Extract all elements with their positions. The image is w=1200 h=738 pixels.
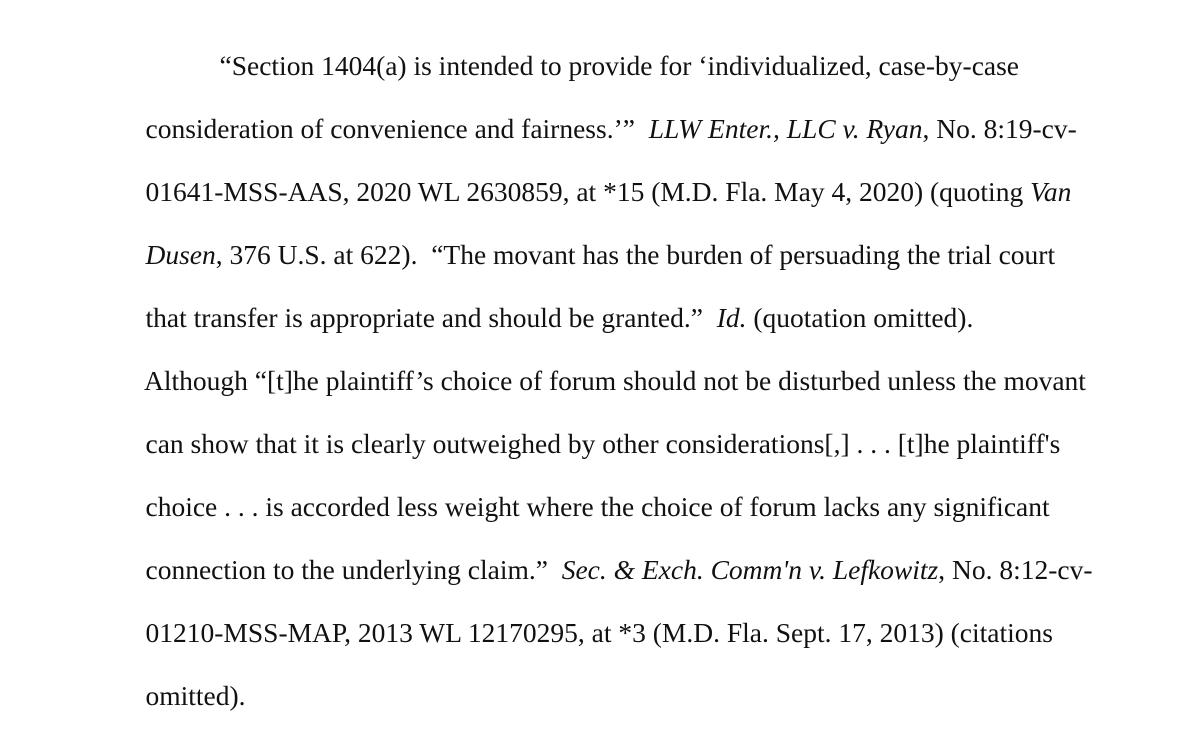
line-text: connection to the underlying claim.” xyxy=(145,553,562,585)
line-text: consideration of convenience and fairness.’” xyxy=(145,112,649,144)
line-text: , No. 8:12-cv- xyxy=(938,553,1093,585)
line-text: omitted). xyxy=(145,679,246,711)
line-text: Although “[t]he plaintiff’s choice of forum should not be disturbed unless the movant xyxy=(143,364,1086,396)
paragraph-line-10 xyxy=(118,591,1053,674)
line-text: choice . . . is accorded less weight where the choice of forum lacks any significant xyxy=(145,490,1050,522)
paragraph-line-11 xyxy=(118,654,246,737)
line-text: 01641-MSS-AAS, 2020 WL 2630859, at *15 (M.D. Fla. May 4, 2020) (quoting xyxy=(145,175,1031,207)
line-text: , 376 U.S. at 622). “The movant has the burden of persuading the trial court xyxy=(215,238,1056,270)
line-text: , No. 8:19-cv- xyxy=(922,112,1077,144)
case-name-italic: Dusen xyxy=(145,238,216,270)
case-name-italic: LLW Enter., LLC v. Ryan xyxy=(648,112,923,144)
line-text: “Section 1404(a) is intended to provide for ‘individualized, case-by-case xyxy=(219,49,1020,81)
case-name-italic: Van xyxy=(1030,175,1072,207)
case-name-italic: Sec. & Exch. Comm'n v. Lefkowitz xyxy=(561,553,939,585)
line-text: that transfer is appropriate and should be granted.” xyxy=(145,301,717,333)
line-text: can show that it is clearly outweighed by other considerations[,] . . . [t]he plaintiff's xyxy=(145,427,1061,459)
id-citation-italic: Id. xyxy=(716,301,747,333)
line-text: 01210-MSS-MAP, 2013 WL 12170295, at *3 (M.D. Fla. Sept. 17, 2013) (citations xyxy=(145,616,1053,648)
line-text: (quotation omitted). xyxy=(746,301,974,333)
